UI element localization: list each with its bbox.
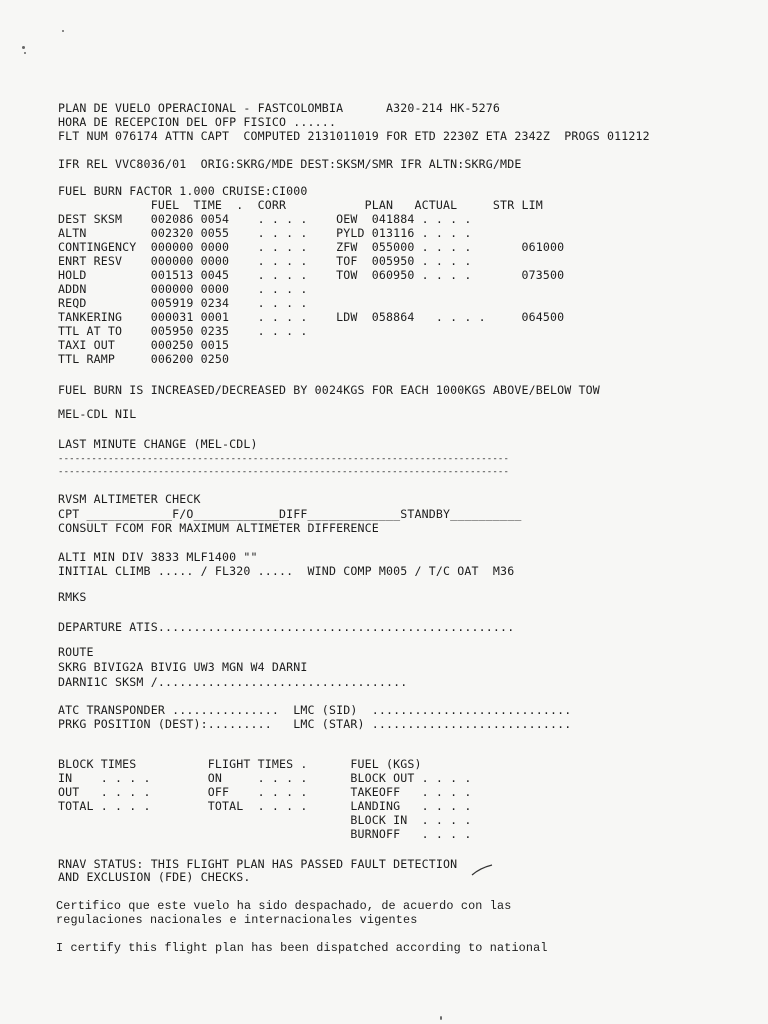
reception-time: HORA DE RECEPCION DEL OFP FISICO ...... — [58, 115, 337, 129]
rvsm-altimeter-line: CPT ____________F/O____________DIFF_____________STANDBY__________ — [58, 507, 522, 521]
fuel-row: REQD 005919 0234 . . . . — [58, 296, 308, 310]
times-row: BLOCK TIMES FLIGHT TIMES . FUEL (KGS) — [58, 757, 422, 771]
scan-speck — [62, 30, 64, 32]
fuel-row: TAXI OUT 000250 0015 — [58, 338, 230, 352]
fuel-row: ALTN 002320 0055 . . . . PYLD 013116 . . . . — [58, 226, 472, 240]
rnav-status: RNAV STATUS: THIS FLIGHT PLAN HAS PASSED FAULT DETECTION — [58, 857, 458, 871]
departure-atis: DEPARTURE ATIS.................................................. — [58, 620, 515, 634]
mel-cdl: MEL-CDL NIL — [58, 407, 137, 421]
certification-spanish: Certifico que este vuelo ha sido despachado, de acuerdo con las — [56, 899, 512, 913]
scan-speck — [440, 1016, 442, 1020]
lmc-dash-line: --------------------------------------------------------------------------------- — [58, 454, 510, 464]
times-row: BURNOFF . . . . — [58, 827, 472, 841]
route-line: SKRG BIVIG2A BIVIG UW3 MGN W4 DARNI — [58, 660, 308, 674]
fuel-row: DEST SKSM 002086 0054 . . . . OEW 041884 . . . . — [58, 212, 472, 226]
fuel-row: CONTINGENCY 000000 0000 . . . . ZFW 055000 . . . . 061000 — [58, 240, 565, 254]
flight-number-line: FLT NUM 076174 ATTN CAPT COMPUTED 2131011019 FOR ETD 2230Z ETA 2342Z PROGS 011212 — [58, 129, 650, 143]
scan-speck — [22, 46, 25, 49]
fuel-burn-factor: FUEL BURN FACTOR 1.000 CRUISE:CI000 — [58, 184, 308, 198]
fuel-row: TANKERING 000031 0001 . . . . LDW 058864 . . . . 064500 — [58, 310, 565, 324]
fuel-row: ENRT RESV 000000 0000 . . . . TOF 005950 . . . . — [58, 254, 472, 268]
times-row: IN . . . . ON . . . . BLOCK OUT . . . . — [58, 771, 472, 785]
rvsm-consult: CONSULT FCOM FOR MAXIMUM ALTIMETER DIFFERENCE — [58, 521, 379, 535]
alti-min-div: ALTI MIN DIV 3833 MLF1400 "" — [58, 550, 258, 564]
scan-speck — [24, 52, 26, 54]
times-row: BLOCK IN . . . . — [58, 813, 472, 827]
certification-spanish: regulaciones nacionales e internacionales vigentes — [56, 913, 418, 927]
ifr-release: IFR REL VVC8036/01 ORIG:SKRG/MDE DEST:SKSM/SMR IFR ALTN:SKRG/MDE — [58, 157, 522, 171]
pen-mark — [470, 862, 494, 878]
route-title: ROUTE — [58, 645, 94, 659]
initial-climb: INITIAL CLIMB ..... / FL320 ..... WIND COMP M005 / T/C OAT M36 — [58, 564, 515, 578]
fuel-burn-note: FUEL BURN IS INCREASED/DECREASED BY 0024KGS FOR EACH 1000KGS ABOVE/BELOW TOW — [58, 383, 600, 397]
fuel-row: HOLD 001513 0045 . . . . TOW 060950 . . . . 073500 — [58, 268, 565, 282]
parking-position: PRKG POSITION (DEST):......... LMC (STAR) ............................ — [58, 717, 572, 731]
certification-english: I certify this flight plan has been dispatched according to national — [56, 941, 548, 955]
remarks: RMKS — [58, 590, 87, 604]
fuel-row: TTL RAMP 006200 0250 — [58, 352, 230, 366]
atc-transponder: ATC TRANSPONDER ............... LMC (SID) ............................ — [58, 703, 572, 717]
times-row: TOTAL . . . . TOTAL . . . . LANDING . . . . — [58, 799, 472, 813]
last-minute-change-title: LAST MINUTE CHANGE (MEL-CDL) — [58, 437, 258, 451]
fuel-row: TTL AT TO 005950 0235 . . . . — [58, 324, 308, 338]
fuel-row: ADDN 000000 0000 . . . . — [58, 282, 308, 296]
rvsm-title: RVSM ALTIMETER CHECK — [58, 492, 201, 506]
route-line: DARNI1C SKSM /................................... — [58, 675, 408, 689]
fuel-table-header: FUEL TIME . CORR PLAN ACTUAL STR LIM — [58, 198, 543, 212]
rnav-fde: AND EXCLUSION (FDE) CHECKS. — [58, 870, 251, 884]
plan-title: PLAN DE VUELO OPERACIONAL - FASTCOLOMBIA A320-214 HK-5276 — [58, 101, 501, 115]
lmc-dash-line: --------------------------------------------------------------------------------- — [58, 467, 510, 477]
times-row: OUT . . . . OFF . . . . TAKEOFF . . . . — [58, 785, 472, 799]
